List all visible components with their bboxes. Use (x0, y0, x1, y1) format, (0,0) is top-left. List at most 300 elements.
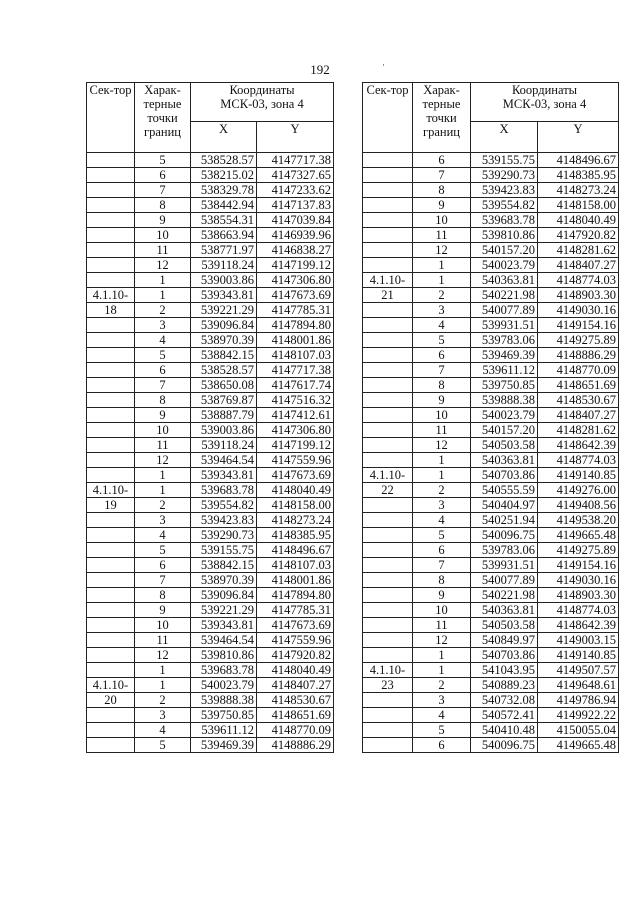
sector-cell (87, 528, 135, 543)
characteristic-header-line-2: терные (422, 97, 461, 111)
y-coordinate-cell: 4148040.49 (257, 483, 334, 498)
table-row (87, 168, 334, 183)
point-number-cell: 11 (413, 618, 471, 633)
point-number-cell: 10 (135, 618, 191, 633)
table-row (363, 558, 619, 573)
table-row (363, 648, 619, 663)
x-coordinate-cell: 539750.85 (471, 378, 538, 393)
coordinates-header-system: МСК-03, зона 4 (502, 97, 587, 111)
y-coordinate-cell: 4147673.69 (257, 288, 334, 303)
table-row (363, 633, 619, 648)
y-coordinate-cell: 4149154.16 (538, 318, 619, 333)
sector-cell (363, 543, 413, 558)
x-coordinate-cell: 539888.38 (471, 393, 538, 408)
x-coordinate-cell: 539096.84 (191, 318, 257, 333)
sector-code-line-1: 4.1.10- (369, 663, 406, 677)
sector-cell (87, 333, 135, 348)
y-coordinate-cell: 4147559.96 (257, 633, 334, 648)
x-coordinate-cell: 540221.98 (471, 588, 538, 603)
x-coordinate-cell: 539554.82 (191, 498, 257, 513)
sector-cell (87, 498, 135, 513)
x-coordinate-cell: 538554.31 (191, 213, 257, 228)
point-number-cell: 2 (413, 288, 471, 303)
table-row (87, 513, 334, 528)
sector-header (363, 83, 413, 153)
table-row (87, 288, 334, 303)
sector-cell (363, 663, 413, 678)
point-number-cell: 1 (135, 273, 191, 288)
point-number-cell: 12 (413, 633, 471, 648)
table-row (363, 603, 619, 618)
point-number-cell: 11 (413, 423, 471, 438)
sector-cell (363, 498, 413, 513)
table-row (363, 243, 619, 258)
sector-cell (87, 603, 135, 618)
y-coordinate-cell: 4148281.62 (538, 423, 619, 438)
point-number-cell: 12 (135, 258, 191, 273)
point-number-cell: 8 (135, 588, 191, 603)
y-coordinate-cell: 4147717.38 (257, 363, 334, 378)
sector-cell (87, 558, 135, 573)
table-row (363, 423, 619, 438)
y-coordinate-cell: 4147920.82 (257, 648, 334, 663)
sector-cell (363, 723, 413, 738)
y-coordinate-cell: 4149665.48 (538, 738, 619, 753)
y-coordinate-cell: 4148107.03 (257, 348, 334, 363)
y-coordinate-cell: 4149648.61 (538, 678, 619, 693)
x-coordinate-cell: 539683.78 (191, 663, 257, 678)
sector-cell (363, 228, 413, 243)
x-coordinate-cell: 540221.98 (471, 288, 538, 303)
sector-cell (87, 258, 135, 273)
table-row (363, 408, 619, 423)
sector-cell (363, 318, 413, 333)
sector-cell (87, 168, 135, 183)
y-coordinate-cell: 4148385.95 (257, 528, 334, 543)
x-coordinate-cell: 540503.58 (471, 438, 538, 453)
x-coordinate-cell: 539611.12 (471, 363, 538, 378)
y-coordinate-cell: 4148886.29 (257, 738, 334, 753)
y-coordinate-cell: 4147785.31 (257, 303, 334, 318)
point-number-cell: 7 (135, 573, 191, 588)
sector-cell (87, 468, 135, 483)
point-number-cell: 2 (135, 498, 191, 513)
point-number-cell: 11 (413, 228, 471, 243)
table-row (87, 228, 334, 243)
table-row (87, 243, 334, 258)
sector-cell (87, 483, 135, 498)
sector-code-line-1: 4.1.10- (92, 678, 129, 692)
y-coordinate-cell: 4149408.56 (538, 498, 619, 513)
point-number-cell: 5 (413, 723, 471, 738)
table-row (87, 558, 334, 573)
x-header: X (191, 122, 257, 153)
x-coordinate-cell: 539343.81 (191, 468, 257, 483)
table-row (363, 708, 619, 723)
y-coordinate-cell: 4149030.16 (538, 573, 619, 588)
y-coordinate-cell: 4146838.27 (257, 243, 334, 258)
point-number-cell: 1 (413, 468, 471, 483)
point-number-cell: 11 (135, 438, 191, 453)
table-row (87, 378, 334, 393)
y-coordinate-cell: 4149140.85 (538, 468, 619, 483)
table-row (363, 333, 619, 348)
sector-cell (87, 288, 135, 303)
point-number-cell: 6 (413, 153, 471, 168)
x-coordinate-cell: 539931.51 (471, 318, 538, 333)
point-number-cell: 1 (135, 288, 191, 303)
table-row (363, 378, 619, 393)
y-coordinate-cell: 4150055.04 (538, 723, 619, 738)
point-number-cell: 4 (135, 723, 191, 738)
table-row (363, 438, 619, 453)
x-coordinate-cell: 540077.89 (471, 303, 538, 318)
x-coordinate-cell: 539096.84 (191, 588, 257, 603)
page-number: 192 (310, 62, 330, 77)
x-coordinate-cell: 540555.59 (471, 483, 538, 498)
x-coordinate-cell: 538842.15 (191, 558, 257, 573)
point-number-cell: 5 (135, 348, 191, 363)
x-coordinate-cell: 539155.75 (191, 543, 257, 558)
y-coordinate-cell: 4147717.38 (257, 153, 334, 168)
sector-cell (363, 738, 413, 753)
x-coordinate-cell: 539290.73 (191, 528, 257, 543)
y-coordinate-cell: 4149665.48 (538, 528, 619, 543)
table-row (363, 678, 619, 693)
x-coordinate-cell: 540096.75 (471, 738, 538, 753)
y-coordinate-cell: 4149140.85 (538, 648, 619, 663)
y-coordinate-cell: 4148770.09 (538, 363, 619, 378)
sector-code-line-2: 19 (104, 498, 117, 512)
sector-cell (363, 573, 413, 588)
x-coordinate-cell: 539931.51 (471, 558, 538, 573)
sector-cell (363, 603, 413, 618)
characteristic-header-line-3: точки (147, 111, 178, 125)
sector-cell (363, 423, 413, 438)
point-number-cell: 8 (413, 573, 471, 588)
table-row (363, 168, 619, 183)
sector-cell (87, 348, 135, 363)
point-number-cell: 8 (135, 393, 191, 408)
table-row (363, 318, 619, 333)
x-coordinate-cell: 540404.97 (471, 498, 538, 513)
x-coordinate-cell: 540503.58 (471, 618, 538, 633)
sector-cell (363, 393, 413, 408)
point-number-cell: 10 (135, 423, 191, 438)
y-coordinate-cell: 4148886.29 (538, 348, 619, 363)
table-row (87, 663, 334, 678)
table-row (87, 588, 334, 603)
y-coordinate-cell: 4148770.09 (257, 723, 334, 738)
point-number-cell: 3 (135, 708, 191, 723)
sector-cell (363, 438, 413, 453)
sector-code-line-2: 21 (381, 288, 394, 302)
x-coordinate-cell: 539464.54 (191, 633, 257, 648)
sector-cell (363, 528, 413, 543)
table-row (87, 543, 334, 558)
coordinates-header (191, 83, 334, 122)
x-coordinate-cell: 538769.87 (191, 393, 257, 408)
y-header: Y (257, 122, 334, 153)
sector-header-text: Сек-тор (89, 83, 132, 97)
table-row (363, 213, 619, 228)
x-coordinate-cell: 539221.29 (191, 603, 257, 618)
sector-cell (363, 588, 413, 603)
y-coordinate-cell: 4148496.67 (538, 153, 619, 168)
table-row (363, 513, 619, 528)
sector-cell (363, 288, 413, 303)
characteristic-points-header (135, 83, 191, 153)
x-coordinate-cell: 539683.78 (471, 213, 538, 228)
sector-cell (363, 468, 413, 483)
sector-cell (363, 408, 413, 423)
characteristic-header-line-4: границ (144, 125, 181, 139)
sector-cell (363, 183, 413, 198)
sector-code-line-1: 4.1.10- (369, 273, 406, 287)
y-coordinate-cell: 4148001.86 (257, 333, 334, 348)
table-row (87, 633, 334, 648)
table-row (87, 678, 334, 693)
point-number-cell: 6 (413, 348, 471, 363)
x-coordinate-cell: 538215.02 (191, 168, 257, 183)
sector-cell (363, 198, 413, 213)
x-coordinate-cell: 540157.20 (471, 243, 538, 258)
y-coordinate-cell: 4148273.24 (538, 183, 619, 198)
point-number-cell: 6 (135, 168, 191, 183)
y-coordinate-cell: 4147673.69 (257, 618, 334, 633)
x-coordinate-cell: 539469.39 (191, 738, 257, 753)
sector-cell (87, 678, 135, 693)
table-row (87, 423, 334, 438)
table-row (87, 213, 334, 228)
point-number-cell: 7 (413, 363, 471, 378)
point-number-cell: 1 (135, 678, 191, 693)
x-coordinate-cell: 539343.81 (191, 288, 257, 303)
sector-cell (363, 213, 413, 228)
table-row (363, 618, 619, 633)
sector-code-line-2: 20 (104, 693, 117, 707)
point-number-cell: 3 (413, 303, 471, 318)
point-number-cell: 5 (413, 528, 471, 543)
x-coordinate-cell: 538771.97 (191, 243, 257, 258)
y-coordinate-cell: 4146939.96 (257, 228, 334, 243)
table-row (87, 408, 334, 423)
point-number-cell: 10 (135, 228, 191, 243)
x-coordinate-cell: 540363.81 (471, 453, 538, 468)
table-row (363, 483, 619, 498)
x-header: X (471, 122, 538, 153)
point-number-cell: 8 (413, 378, 471, 393)
table-row (87, 438, 334, 453)
x-coordinate-cell: 539118.24 (191, 438, 257, 453)
x-coordinate-cell: 539469.39 (471, 348, 538, 363)
table-row (363, 228, 619, 243)
y-coordinate-cell: 4148530.67 (257, 693, 334, 708)
point-number-cell: 10 (413, 213, 471, 228)
x-coordinate-cell: 539155.75 (471, 153, 538, 168)
table-row (363, 543, 619, 558)
point-number-cell: 9 (413, 588, 471, 603)
point-number-cell: 3 (135, 513, 191, 528)
characteristic-header-line-4: границ (423, 125, 460, 139)
table-row (87, 618, 334, 633)
point-number-cell: 11 (135, 243, 191, 258)
y-coordinate-cell: 4148774.03 (538, 273, 619, 288)
x-coordinate-cell: 538329.78 (191, 183, 257, 198)
sector-cell (87, 243, 135, 258)
x-coordinate-cell: 539118.24 (191, 258, 257, 273)
point-number-cell: 3 (135, 318, 191, 333)
x-coordinate-cell: 540023.79 (471, 408, 538, 423)
y-coordinate-cell: 4147306.80 (257, 423, 334, 438)
point-number-cell: 12 (413, 243, 471, 258)
x-coordinate-cell: 540363.81 (471, 273, 538, 288)
table-row (363, 663, 619, 678)
sector-cell (363, 648, 413, 663)
point-number-cell: 5 (135, 543, 191, 558)
point-number-cell: 7 (413, 168, 471, 183)
sector-cell (87, 618, 135, 633)
x-coordinate-cell: 540889.23 (471, 678, 538, 693)
point-number-cell: 8 (413, 183, 471, 198)
y-coordinate-cell: 4147894.80 (257, 588, 334, 603)
point-number-cell: 1 (135, 663, 191, 678)
x-coordinate-cell: 539750.85 (191, 708, 257, 723)
y-coordinate-cell: 4149030.16 (538, 303, 619, 318)
table-row (363, 738, 619, 753)
sector-cell (87, 723, 135, 738)
point-number-cell: 10 (413, 603, 471, 618)
y-coordinate-cell: 4147920.82 (538, 228, 619, 243)
sector-header (87, 83, 135, 153)
point-number-cell: 11 (135, 633, 191, 648)
point-number-cell: 1 (413, 273, 471, 288)
point-number-cell: 9 (413, 393, 471, 408)
y-coordinate-cell: 4148642.39 (538, 438, 619, 453)
x-coordinate-cell: 540096.75 (471, 528, 538, 543)
table-row (87, 393, 334, 408)
sector-cell (363, 363, 413, 378)
x-coordinate-cell: 539003.86 (191, 423, 257, 438)
y-coordinate-cell: 4148281.62 (538, 243, 619, 258)
x-coordinate-cell: 539611.12 (191, 723, 257, 738)
x-coordinate-cell: 539423.83 (191, 513, 257, 528)
x-coordinate-cell: 539221.29 (191, 303, 257, 318)
y-coordinate-cell: 4149786.94 (538, 693, 619, 708)
y-coordinate-cell: 4149003.15 (538, 633, 619, 648)
table-row (87, 363, 334, 378)
y-coordinate-cell: 4149507.57 (538, 663, 619, 678)
y-coordinate-cell: 4148407.27 (538, 408, 619, 423)
table-row (87, 468, 334, 483)
x-coordinate-cell: 538970.39 (191, 333, 257, 348)
sector-cell (87, 573, 135, 588)
table-row (87, 693, 334, 708)
point-number-cell: 5 (413, 333, 471, 348)
y-coordinate-cell: 4147199.12 (257, 438, 334, 453)
point-number-cell: 3 (413, 498, 471, 513)
table-row (87, 738, 334, 753)
x-coordinate-cell: 541043.95 (471, 663, 538, 678)
y-header: Y (538, 122, 619, 153)
y-coordinate-cell: 4148774.03 (538, 453, 619, 468)
table-row (363, 393, 619, 408)
y-coordinate-cell: 4148385.95 (538, 168, 619, 183)
point-number-cell: 4 (413, 513, 471, 528)
sector-cell (363, 273, 413, 288)
point-number-cell: 2 (413, 483, 471, 498)
point-number-cell: 4 (135, 333, 191, 348)
table-row (87, 318, 334, 333)
x-coordinate-cell: 539464.54 (191, 453, 257, 468)
point-number-cell: 9 (135, 603, 191, 618)
point-number-cell: 1 (413, 648, 471, 663)
x-coordinate-cell: 540363.81 (471, 603, 538, 618)
y-coordinate-cell: 4148107.03 (257, 558, 334, 573)
table-body-right (363, 153, 619, 753)
point-number-cell: 7 (135, 183, 191, 198)
table-row (87, 528, 334, 543)
sector-cell (87, 213, 135, 228)
sector-cell (363, 708, 413, 723)
x-coordinate-cell: 540023.79 (471, 258, 538, 273)
sector-cell (363, 168, 413, 183)
sector-cell (363, 453, 413, 468)
y-coordinate-cell: 4147137.83 (257, 198, 334, 213)
point-number-cell: 1 (135, 468, 191, 483)
y-coordinate-cell: 4149922.22 (538, 708, 619, 723)
x-coordinate-cell: 538528.57 (191, 363, 257, 378)
x-coordinate-cell: 538650.08 (191, 378, 257, 393)
sector-cell (363, 243, 413, 258)
table-row (363, 258, 619, 273)
table-row (363, 693, 619, 708)
point-number-cell: 1 (413, 663, 471, 678)
coordinates-header-title: Координаты (229, 83, 295, 97)
y-coordinate-cell: 4147516.32 (257, 393, 334, 408)
sector-cell (87, 693, 135, 708)
table-row (363, 363, 619, 378)
y-coordinate-cell: 4147559.96 (257, 453, 334, 468)
x-coordinate-cell: 539683.78 (191, 483, 257, 498)
table-row (87, 498, 334, 513)
table-row (363, 453, 619, 468)
point-number-cell: 2 (413, 678, 471, 693)
point-number-cell: 5 (135, 153, 191, 168)
sector-cell (363, 258, 413, 273)
sector-cell (87, 543, 135, 558)
table-row (363, 183, 619, 198)
table-row (87, 708, 334, 723)
y-coordinate-cell: 4148407.27 (257, 678, 334, 693)
sector-code-line-2: 23 (381, 678, 394, 692)
x-coordinate-cell: 538528.57 (191, 153, 257, 168)
sector-cell (87, 363, 135, 378)
sector-cell (363, 348, 413, 363)
point-number-cell: 6 (135, 363, 191, 378)
sector-cell (87, 453, 135, 468)
point-number-cell: 6 (135, 558, 191, 573)
point-number-cell: 6 (413, 543, 471, 558)
page-mark: · (382, 60, 385, 70)
y-coordinate-cell: 4148040.49 (257, 663, 334, 678)
y-coordinate-cell: 4148651.69 (538, 378, 619, 393)
point-number-cell: 8 (135, 198, 191, 213)
table-row (87, 483, 334, 498)
y-coordinate-cell: 4148530.67 (538, 393, 619, 408)
x-coordinate-cell: 538842.15 (191, 348, 257, 363)
x-coordinate-cell: 539783.06 (471, 543, 538, 558)
